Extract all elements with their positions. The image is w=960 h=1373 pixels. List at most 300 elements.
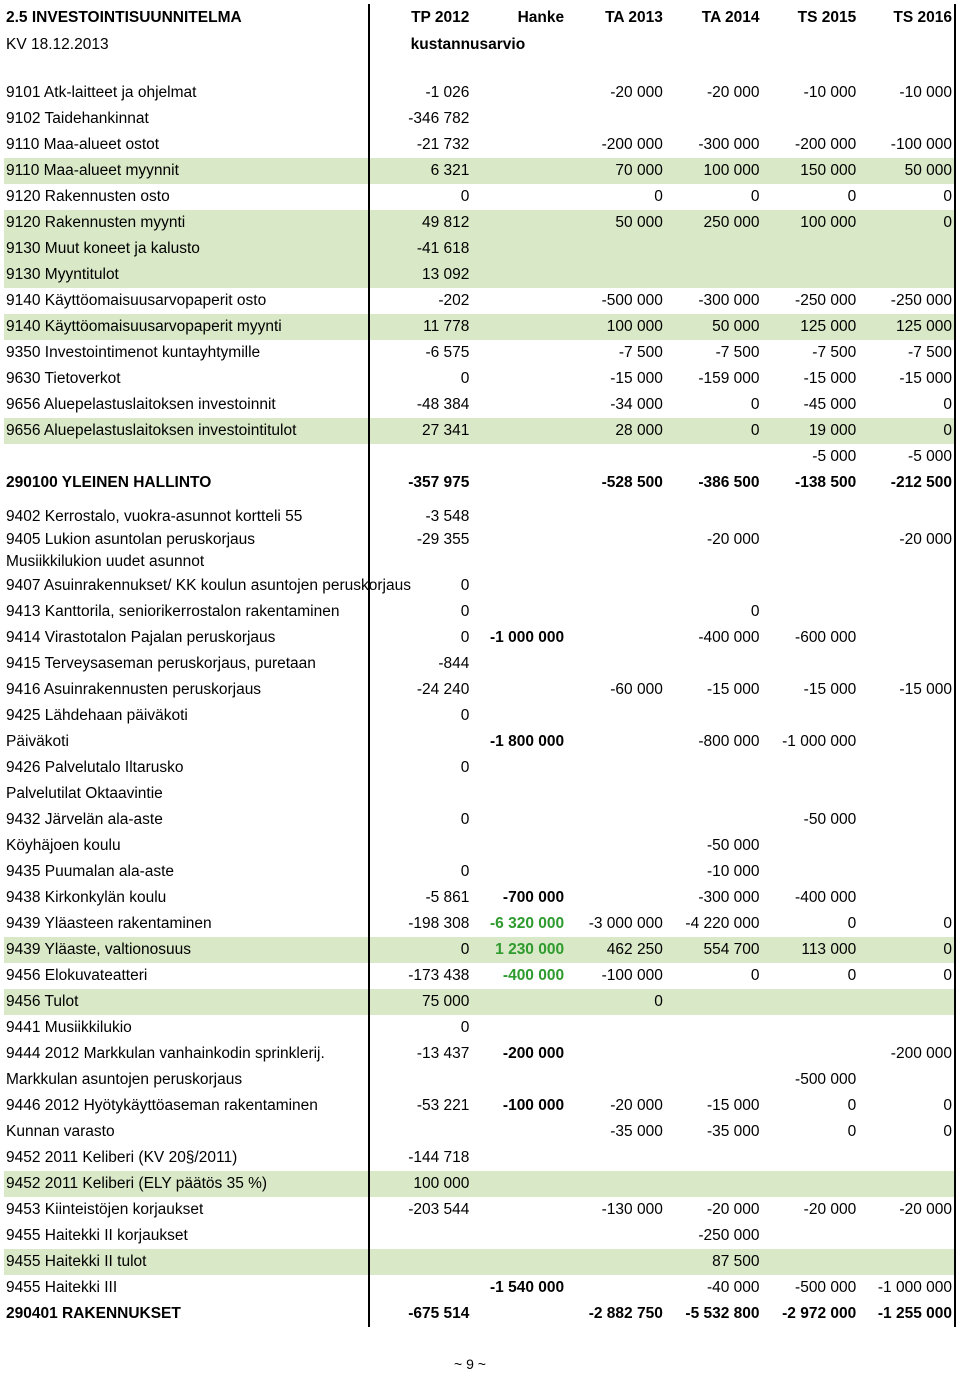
row-value: 0 (369, 755, 472, 781)
row-value: 50 000 (566, 210, 665, 236)
table-row (4, 729, 955, 755)
col-header-hanke: Hanke (517, 9, 565, 26)
row-value: -675 514 (369, 1301, 472, 1327)
row-value (665, 1145, 762, 1171)
row-value: 75 000 (369, 989, 472, 1015)
row-value (665, 1171, 762, 1197)
row-value (566, 781, 665, 807)
row-value (858, 106, 955, 132)
row-value (566, 505, 665, 529)
row-value: -15 000 (803, 681, 857, 698)
page-title: 2.5 INVESTOINTISUUNNITELMA (6, 9, 242, 26)
row-value: -346 782 (369, 106, 472, 132)
row-value: -60 000 (610, 681, 663, 698)
table-row (4, 184, 955, 210)
table-row (4, 1301, 955, 1327)
row-value: 0 (750, 188, 760, 205)
row-value (665, 496, 762, 505)
row-label: 9656 Aluepelastuslaitoksen investointitulot (4, 418, 369, 444)
row-value (369, 1223, 472, 1249)
row-label: 9435 Puumalan ala-aste (6, 863, 175, 880)
table-row (4, 1145, 955, 1171)
row-value (369, 1067, 472, 1093)
row-value (665, 651, 762, 677)
table-row (4, 937, 955, 963)
row-value (762, 703, 859, 729)
row-value: -40 000 (706, 1279, 760, 1296)
row-value (665, 1067, 762, 1093)
row-value (762, 106, 859, 132)
row-value: -200 000 (795, 136, 857, 153)
row-value: -1 800 000 (489, 733, 565, 750)
row-value: 0 (858, 963, 955, 989)
table-row (4, 418, 955, 444)
row-value (369, 1119, 472, 1145)
table-row (4, 885, 955, 911)
row-label: Palvelutilat Oktaavintie (6, 785, 163, 802)
row-value (762, 529, 859, 551)
row-label: 9415 Terveysaseman peruskorjaus, puretaan (6, 655, 316, 672)
row-value: -300 000 (698, 292, 760, 309)
row-value (471, 132, 566, 158)
row-value (858, 755, 955, 781)
row-value (566, 496, 665, 505)
row-value (762, 1223, 859, 1249)
row-value: 125 000 (762, 314, 859, 340)
row-value: -212 500 (858, 470, 955, 496)
row-value: 0 (369, 625, 472, 651)
row-value (566, 1041, 665, 1067)
row-value (858, 236, 955, 262)
row-value (566, 58, 665, 80)
row-value: -250 000 (795, 292, 857, 309)
row-value: -7 500 (618, 344, 663, 361)
table-row (4, 1119, 955, 1145)
row-value: 0 (369, 1015, 472, 1041)
row-value (858, 651, 955, 677)
row-value (858, 1171, 955, 1197)
row-value (471, 1119, 566, 1145)
col-header-ts2016: TS 2016 (858, 4, 955, 32)
row-value: -386 500 (698, 474, 760, 491)
col-header-ta2013: TA 2013 (605, 9, 663, 26)
row-value (369, 496, 472, 505)
row-label: 290401 RAKENNUKSET (6, 1305, 181, 1322)
row-label: 9120 Rakennusten osto (6, 188, 170, 205)
row-value: -400 000 (502, 967, 565, 984)
row-value (471, 1223, 566, 1249)
row-value (471, 262, 566, 288)
row-value: -6 575 (369, 340, 472, 366)
row-value (665, 781, 762, 807)
row-label: Päiväkoti (6, 733, 69, 750)
row-value: 0 (858, 184, 955, 210)
row-value (471, 314, 566, 340)
row-value (858, 1223, 955, 1249)
col-header-tp2012: TP 2012 (369, 4, 472, 32)
row-value (471, 418, 566, 444)
row-value (762, 781, 859, 807)
row-value (471, 1249, 566, 1275)
row-label: Musiikkilukion uudet asunnot (6, 553, 205, 570)
table-row (4, 963, 955, 989)
row-value (762, 859, 859, 885)
row-value (471, 989, 566, 1015)
row-value: -48 384 (369, 392, 472, 418)
row-value (858, 573, 955, 599)
row-value (858, 625, 955, 651)
row-value (762, 236, 859, 262)
row-value: 0 (858, 210, 955, 236)
row-value: -844 (369, 651, 472, 677)
row-value (762, 1015, 859, 1041)
row-value: 0 (847, 188, 857, 205)
row-value (369, 58, 472, 80)
table-row (4, 1197, 955, 1223)
row-value (665, 573, 762, 599)
row-label: 9452 2011 Keliberi (ELY päätös 35 %) (4, 1171, 369, 1197)
row-value (471, 80, 566, 106)
row-label: 9439 Yläasteen rakentaminen (6, 915, 212, 932)
row-value (665, 106, 762, 132)
row-label: 9455 Haitekki II korjaukset (6, 1227, 188, 1244)
table-row (4, 106, 955, 132)
row-value: 50 000 (665, 314, 762, 340)
row-value: 11 778 (369, 314, 472, 340)
row-value: 0 (750, 967, 760, 984)
table-row (4, 859, 955, 885)
row-value: -130 000 (601, 1201, 663, 1218)
table-row (4, 599, 955, 625)
table-row (4, 392, 955, 418)
row-label: Köyhäjoen koulu (6, 837, 121, 854)
row-value: -15 000 (803, 370, 857, 387)
row-value: -1 026 (369, 80, 472, 106)
row-value: -24 240 (369, 677, 472, 703)
row-value: -203 544 (369, 1197, 472, 1223)
row-value: -200 000 (858, 1041, 955, 1067)
row-value (471, 1301, 566, 1327)
row-value: -200 000 (601, 136, 663, 153)
row-value (471, 1171, 566, 1197)
row-value (471, 158, 566, 184)
row-value (858, 1067, 955, 1093)
row-value: 0 (654, 188, 663, 205)
row-value (471, 703, 566, 729)
row-value: -1 000 000 (782, 733, 857, 750)
row-value: 0 (847, 1123, 857, 1140)
row-label (4, 444, 369, 470)
row-value (665, 1015, 762, 1041)
row-value (471, 1015, 566, 1041)
row-value: 100 000 (566, 314, 665, 340)
row-label: 9101 Atk-laitteet ja ohjelmat (6, 84, 197, 101)
row-value (762, 651, 859, 677)
row-value: -34 000 (610, 396, 663, 413)
row-value (471, 366, 566, 392)
row-label: 9407 Asuinrakennukset/ KK koulun asuntojen peruskorjaus (6, 577, 411, 594)
row-value (858, 781, 955, 807)
row-value: -41 618 (369, 236, 472, 262)
row-value: 19 000 (762, 418, 859, 444)
row-value: 0 (858, 1119, 955, 1145)
row-value: 462 250 (566, 937, 665, 963)
row-value: 0 (369, 184, 472, 210)
row-value: -1 000 000 (489, 629, 565, 646)
row-value (471, 392, 566, 418)
table-row (4, 1041, 955, 1067)
col-header-ta2014: TA 2014 (701, 9, 760, 26)
row-label: 9425 Lähdehaan päiväkoti (6, 707, 188, 724)
row-label: Markkulan asuntojen peruskorjaus (6, 1071, 243, 1088)
row-value: 0 (369, 573, 472, 599)
table-row (4, 1093, 955, 1119)
row-value: -20 000 (706, 84, 760, 101)
row-value (471, 210, 566, 236)
row-value: -138 500 (795, 474, 857, 491)
row-value (471, 236, 566, 262)
row-value (566, 1015, 665, 1041)
row-value (762, 1041, 859, 1067)
row-value (566, 1145, 665, 1171)
table-row (4, 529, 955, 551)
row-value: 125 000 (858, 314, 955, 340)
table-row (4, 80, 955, 106)
row-value (858, 807, 955, 833)
row-value (471, 651, 566, 677)
row-value (858, 885, 955, 911)
row-value (665, 755, 762, 781)
row-label: 9441 Musiikkilukio (6, 1019, 132, 1036)
table-row (4, 755, 955, 781)
row-value: 28 000 (566, 418, 665, 444)
row-value (858, 1145, 955, 1171)
row-value (858, 1015, 955, 1041)
row-value: 13 092 (369, 262, 472, 288)
row-value: -173 438 (369, 963, 472, 989)
table-row (4, 132, 955, 158)
row-value (369, 729, 472, 755)
row-value (566, 885, 665, 911)
row-value: 87 500 (665, 1249, 762, 1275)
row-value (471, 1067, 566, 1093)
row-value: -250 000 (698, 1227, 760, 1244)
row-label: 9452 2011 Keliberi (KV 20§/2011) (6, 1149, 238, 1166)
table-row (4, 781, 955, 807)
row-value: -198 308 (369, 911, 472, 937)
table-row (4, 551, 955, 573)
row-value: -2 882 750 (588, 1305, 663, 1322)
row-value: -20 000 (706, 531, 760, 548)
table-row (4, 833, 955, 859)
row-value (369, 781, 472, 807)
table-row (4, 366, 955, 392)
row-value (566, 755, 665, 781)
row-value (858, 729, 955, 755)
table-row (4, 1275, 955, 1301)
row-value: -159 000 (698, 370, 760, 387)
row-value: -45 000 (803, 396, 857, 413)
row-value: 0 (369, 807, 472, 833)
row-value (762, 989, 859, 1015)
row-label: 9140 Käyttöomaisuusarvopaperit osto (6, 292, 267, 309)
row-label: 9120 Rakennusten myynti (4, 210, 369, 236)
table-row (4, 444, 955, 470)
row-value: -10 000 (706, 863, 760, 880)
table-row (4, 1249, 955, 1275)
row-value (665, 807, 762, 833)
row-value (471, 1197, 566, 1223)
row-value (471, 184, 566, 210)
row-value: -20 000 (706, 1201, 760, 1218)
col-subheader-kustannusarvio: kustannusarvio (369, 32, 566, 58)
row-label: 9455 Haitekki II tulot (4, 1249, 369, 1275)
row-value: 50 000 (858, 158, 955, 184)
row-value: 0 (369, 703, 472, 729)
row-value: 70 000 (566, 158, 665, 184)
row-value (566, 807, 665, 833)
row-value (762, 833, 859, 859)
row-value: -6 320 000 (489, 915, 565, 932)
row-value: -10 000 (858, 80, 955, 106)
row-value (369, 551, 472, 573)
table-row (4, 158, 955, 184)
row-value (566, 1223, 665, 1249)
row-label: 9350 Investointimenot kuntayhtymille (6, 344, 261, 361)
row-value (665, 989, 762, 1015)
row-value: -100 000 (502, 1097, 565, 1114)
table-row (4, 236, 955, 262)
header-row (4, 4, 955, 32)
table-row (4, 573, 955, 599)
row-label: 9110 Maa-alueet ostot (6, 136, 160, 153)
row-value: -5 000 (812, 448, 857, 465)
row-value (471, 677, 566, 703)
row-value (471, 529, 566, 551)
row-value: 0 (566, 989, 665, 1015)
row-value: -29 355 (369, 529, 472, 551)
row-value (566, 625, 665, 651)
row-label: 9414 Virastotalon Pajalan peruskorjaus (6, 629, 276, 646)
row-label: 9413 Kanttorila, seniorikerrostalon rakentaminen (6, 603, 340, 620)
row-label: 290100 YLEINEN HALLINTO (6, 474, 212, 491)
row-value (471, 755, 566, 781)
row-label: 9453 Kiinteistöjen korjaukset (6, 1201, 204, 1218)
row-value (665, 236, 762, 262)
row-value (471, 781, 566, 807)
row-label (4, 58, 369, 80)
row-value (566, 444, 665, 470)
row-label: 9110 Maa-alueet myynnit (4, 158, 369, 184)
table-row (4, 911, 955, 937)
row-value: 0 (847, 1097, 857, 1114)
row-value: -20 000 (803, 1201, 857, 1218)
row-value: 554 700 (665, 937, 762, 963)
row-value (762, 1171, 859, 1197)
row-label: 9456 Tulot (4, 989, 369, 1015)
row-value: 27 341 (369, 418, 472, 444)
row-value: 250 000 (665, 210, 762, 236)
table-row (4, 340, 955, 366)
row-value (369, 1275, 472, 1301)
row-value (566, 262, 665, 288)
row-value (369, 444, 472, 470)
row-value (858, 505, 955, 529)
row-value (762, 505, 859, 529)
row-label: 9446 2012 Hyötykäyttöaseman rakentaminen (6, 1097, 318, 1114)
row-value: 0 (847, 915, 857, 932)
table-row (4, 314, 955, 340)
row-value (665, 703, 762, 729)
row-label: 9432 Järvelän ala-aste (6, 811, 163, 828)
row-value: 100 000 (665, 158, 762, 184)
row-label: 9656 Aluepelastuslaitoksen investoinnit (6, 396, 276, 413)
row-value (566, 573, 665, 599)
row-value: -15 000 (706, 1097, 760, 1114)
table-row (4, 210, 955, 236)
row-value: -7 500 (812, 344, 857, 361)
row-value: -15 000 (706, 681, 760, 698)
row-value (369, 1249, 472, 1275)
row-value: 113 000 (762, 937, 859, 963)
row-value: 0 (750, 603, 760, 620)
row-value (566, 529, 665, 551)
row-value: -300 000 (698, 889, 760, 906)
row-value (566, 1275, 665, 1301)
row-value (665, 58, 762, 80)
row-value (566, 1067, 665, 1093)
row-value (858, 703, 955, 729)
row-value: -250 000 (858, 288, 955, 314)
row-value: -20 000 (610, 1097, 663, 1114)
row-value (566, 599, 665, 625)
row-label: 9130 Muut koneet ja kalusto (4, 236, 369, 262)
row-value: -20 000 (610, 84, 663, 101)
row-value: -528 500 (601, 474, 663, 491)
row-value (762, 496, 859, 505)
row-value (858, 989, 955, 1015)
table-row (4, 262, 955, 288)
row-value (566, 729, 665, 755)
row-value: -202 (369, 288, 472, 314)
row-value: -3 000 000 (588, 915, 663, 932)
row-value (566, 703, 665, 729)
table-row (4, 505, 955, 529)
row-value (471, 1145, 566, 1171)
row-label (4, 496, 369, 505)
row-value (665, 1041, 762, 1067)
row-value (471, 551, 566, 573)
row-value: -7 500 (715, 344, 760, 361)
row-value: -53 221 (369, 1093, 472, 1119)
row-value (762, 58, 859, 80)
row-value: -15 000 (858, 677, 955, 703)
row-value (471, 833, 566, 859)
row-value: -2 972 000 (782, 1305, 857, 1322)
row-value: -100 000 (601, 967, 663, 984)
row-value (471, 859, 566, 885)
row-value (471, 444, 566, 470)
row-value: -700 000 (502, 889, 565, 906)
table-row (4, 625, 955, 651)
row-value (858, 599, 955, 625)
row-value (762, 1145, 859, 1171)
row-label: 9405 Lukion asuntolan peruskorjaus (6, 531, 256, 548)
row-label: 9102 Taidehankinnat (6, 110, 149, 127)
row-value: 100 000 (762, 210, 859, 236)
col-header-ts2015: TS 2015 (797, 9, 857, 26)
table-row (4, 651, 955, 677)
